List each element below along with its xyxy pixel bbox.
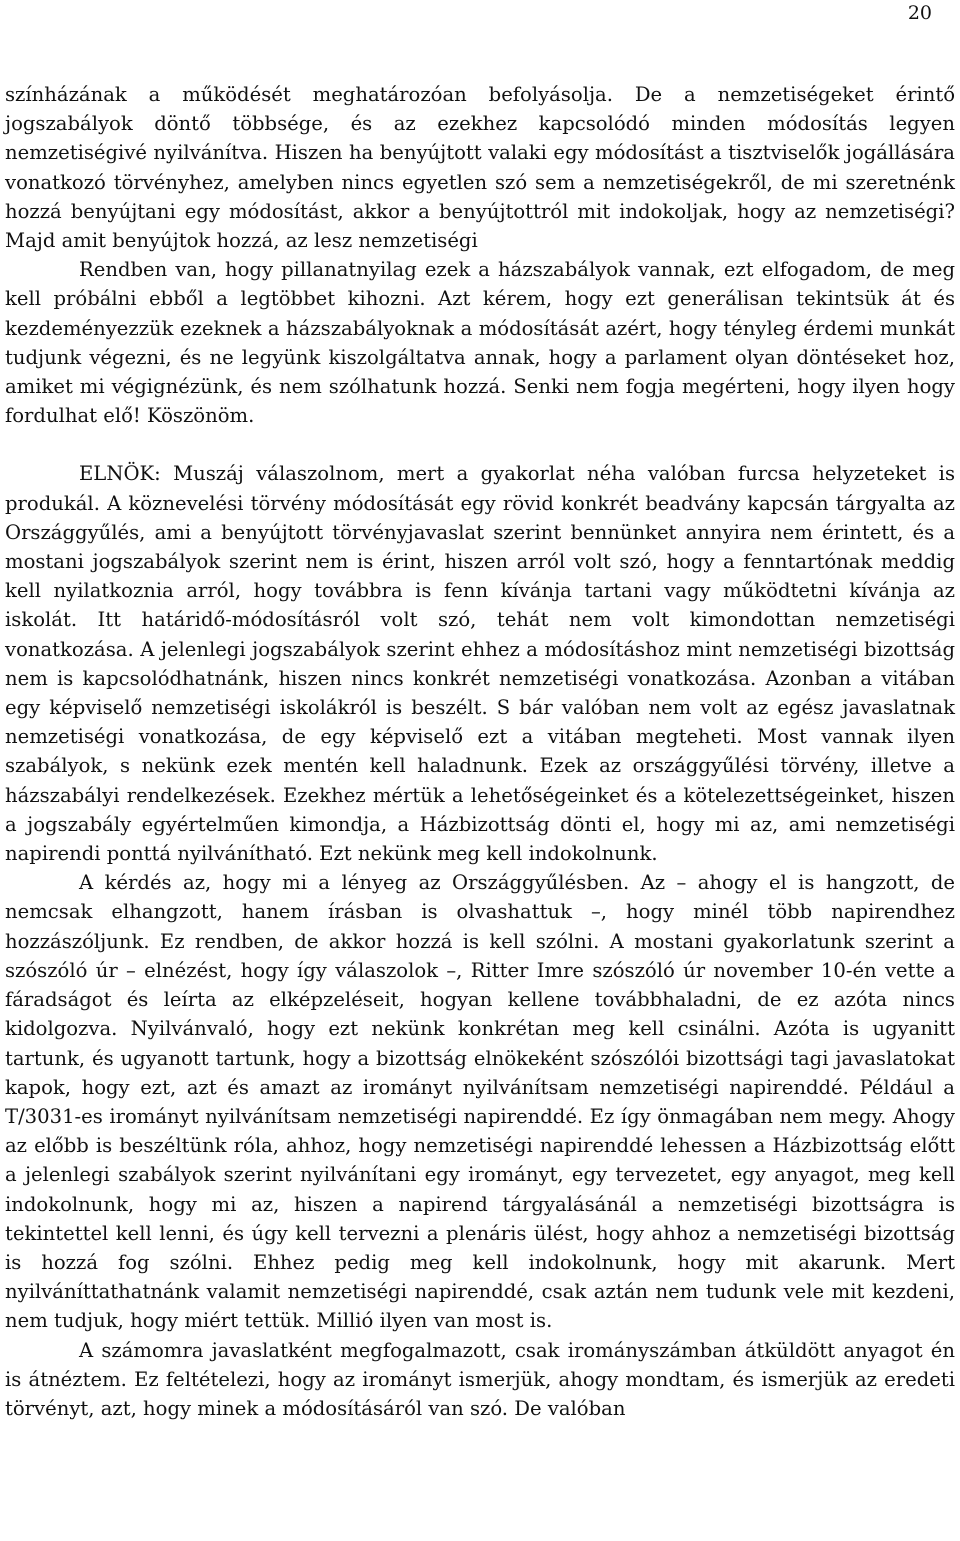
paragraph-4: A kérdés az, hogy mi a lényeg az Országgyűlésben. Az – ahogy el is hangzott, de nemcsak elhangzott, hanem írásban is olvashattuk –, hogy minél több napirendhez hozzászóljunk. Ez rendben, de akkor hozzá is kell szólni. A mostani gyakorlatunk szerint a szószóló úr – elnézést, hogy így válaszolok –, Ritter Imre szószóló úr november 10-én vette a fáradságot és leírta az elképzeléseit, hogyan kellene továbbhaladni, de ez azóta nincs kidolgozva. Nyilvánvaló, hogy ezt nekünk konkrétan meg kell csinálni. Azóta is ugyanitt tartunk, és ugyanott tartunk, hogy a bizottság elnökeként szószólói bizottsági tagi javaslatokat kapok, hogy ezt, azt és amazt az irományt nyilvánítsam nemzetiségi napirenddé. Például a T/3031-es irományt nyilvánítsam nemzetiségi napirenddé. Ez így önmagában nem megy. Ahogy az előbb is beszéltünk róla, ahhoz, hogy nemzetiségi napirenddé lehessen a Házbizottság előtt a jelenlegi szabályok szerint nyilvánítani egy irományt, egy tervezetet, egy anyagot, meg kell indokolnunk, hogy mi az, hiszen a napirend tárgyalásánál a nemzetiségi bizottságra is tekintettel kell lenni, és úgy kell tervezni a plenáris ülést, hogy ahhoz a nemzetiségi bizottság is hozzá fog szólni. Ehhez pedig meg kell indokolnunk, hogy mit akarunk. Mert nyilváníttathatnánk valamit nemzetiségi napirenddé, csak aztán nem tudunk vele mit kezdeni, nem tudjuk, hogy miért tettük. Millió ilyen van most is. (5, 871, 955, 1333)
document-body (5, 80, 955, 1423)
paragraph-2: Rendben van, hogy pillanatnyilag ezek a házszabályok vannak, ezt elfogadom, de meg kell próbálni ebből a legtöbbet kihozni. Azt kérem, hogy ezt generálisan tekintsük át és kezdeményezzük ezeknek a házszabályoknak a módosítását azért, hogy tényleg érdemi munkát tudjunk végezni, és ne legyünk kiszolgáltatva annak, hogy a parlament olyan döntéseket hoz, amiket mi végignézünk, és nem szólhatunk hozzá. Senki nem fogja megérteni, hogy ilyen hogy fordulhat elő! Köszönöm. (5, 258, 955, 428)
paragraph-5: A számomra javaslatként megfogalmazott, csak irományszámban átküldött anyagot én is átnéztem. Ez feltételezi, hogy az irományt ismerjük, ahogy mondtam, és ismerjük az eredeti törvényt, azt, hogy minek a módosításáról van szó. De valóban (5, 1338, 955, 1420)
paragraph-1: színházának a működését meghatározóan befolyásolja. De a nemzetiségeket érintő jogszabályok döntő többsége, és az ezekhez kapcsolódó minden módosítás legyen nemzetiségivé nyilvánítva. Hiszen ha benyújtott valaki egy módosítást a tisztviselők jogállására vonatkozó törvényhez, amelyben nincs egyetlen szó sem a nemzetiségekről, de mi szeretnénk hozzá benyújtani egy módosítást, akkor a benyújtottról mit indokoljak, hogy az nemzetiségi? Majd amit benyújtok hozzá, az lesz nemzetiségi (5, 83, 955, 253)
paragraph-chairman-reply: ELNÖK: Muszáj válaszolnom, mert a gyakorlat néha valóban furcsa helyzeteket is produkál. A köznevelési törvény módosítását egy rövid konkrét beadvány kapcsán tárgyalta az Országgyűlés, ami a benyújtott törvényjavaslat szerint bennünket annyira nem érintett, és a mostani jogszabályok szerint nem is érint, hiszen arról volt szó, hogy a fenntartónak meddig kell nyilatkoznia arról, hogy továbbra is fenn kívánja tartani vagy működtetni kívánja az iskolát. Itt határidő-módosításról volt szó, tehát nem volt kimondottan nemzetiségi vonatkozása. A jelenlegi jogszabályok szerint ehhez a módosításhoz mint nemzetiségi bizottság nem is kapcsolódhatnánk, hiszen nincs konkrét nemzetiségi vonatkozása. Azonban a vitában egy képviselő nemzetiségi iskolákról is beszélt. S bár valóban nem volt az egész javaslatnak nemzetiségi vonatkozása, de egy képviselő ezt a vitában megteheti. Most vannak ilyen szabályok, s nekünk ezek mentén kell haladnunk. Ezek az országgyűlési törvény, illetve a házszabályi rendelkezések. Ezekhez mértük a lehetőségeinket és a kötelezettségeinket, hiszen a jogszabály egyértelműen kimondja, a Házbizottság dönti el, hogy mi az, ami nemzetiségi napirendi ponttá nyilvánítható. Ezt nekünk meg kell indokolnunk. (5, 462, 955, 866)
page-number: 20 (907, 2, 932, 24)
